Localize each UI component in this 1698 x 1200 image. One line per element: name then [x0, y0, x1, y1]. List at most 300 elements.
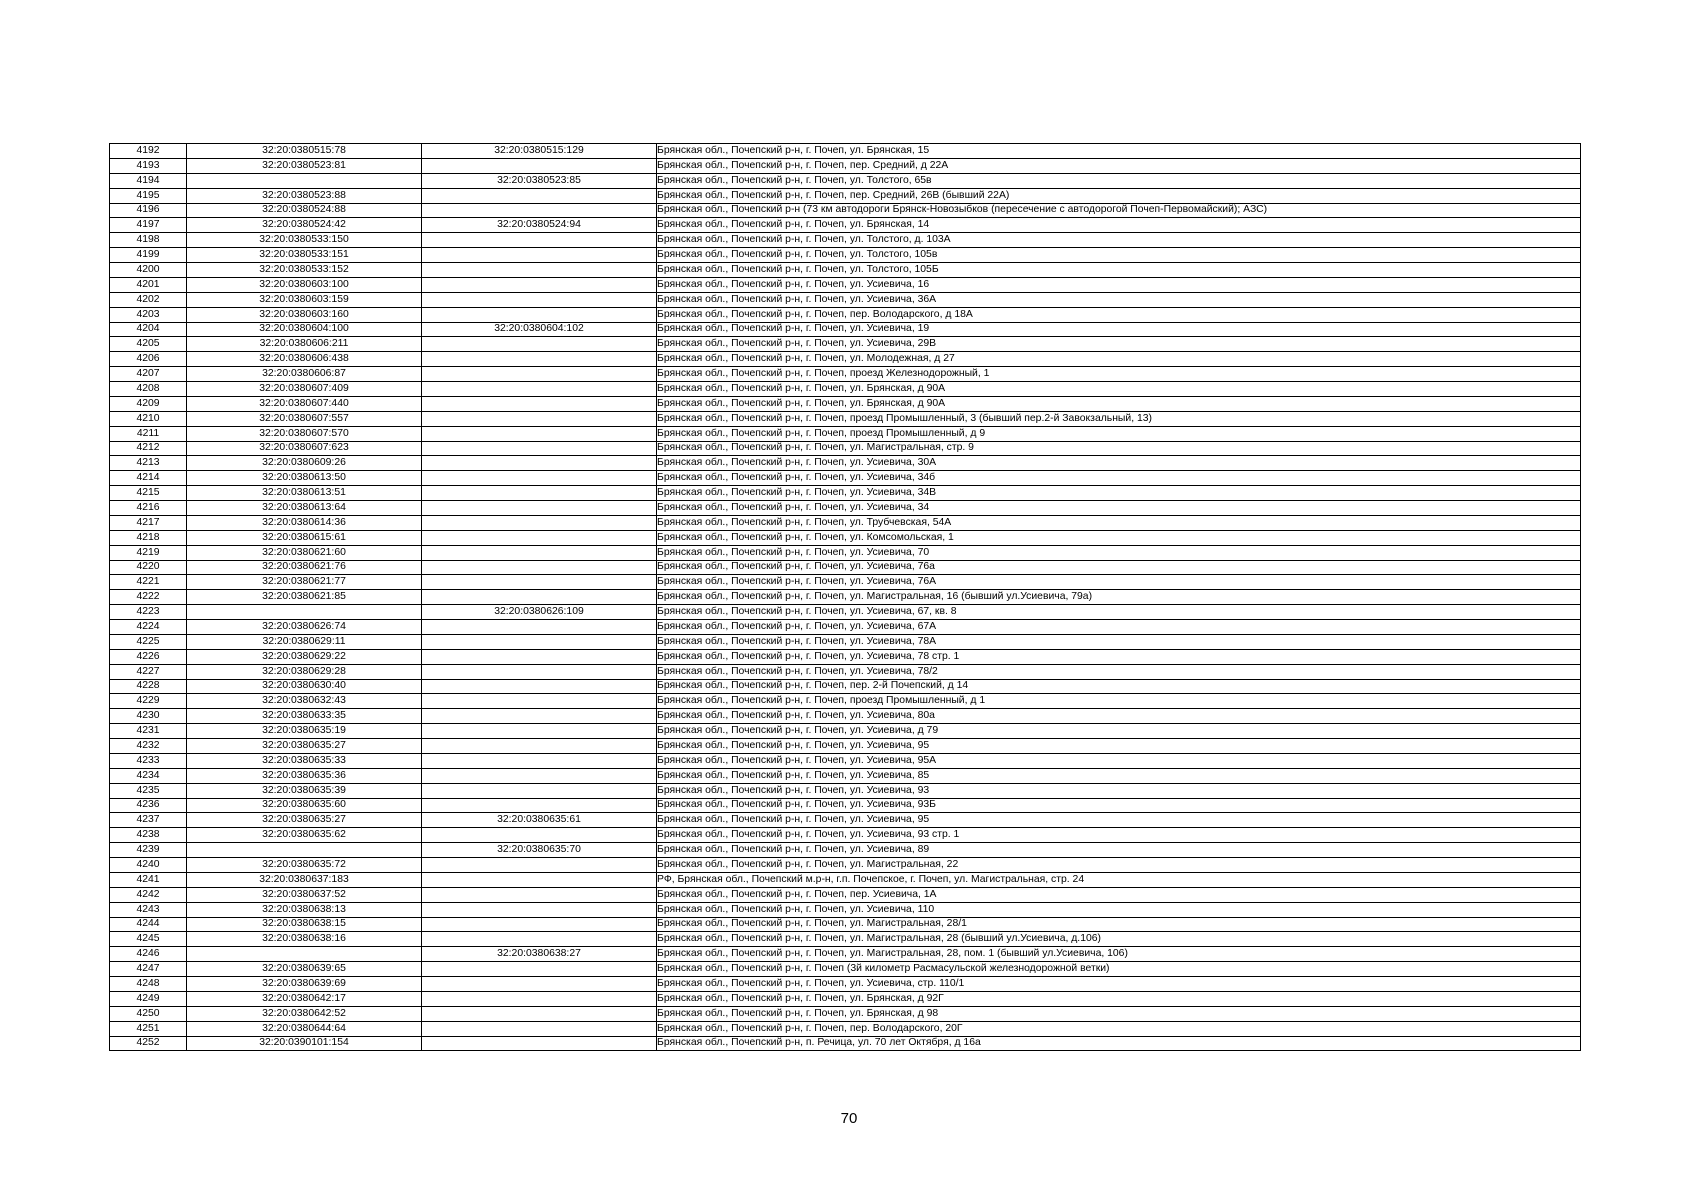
- cadastral-number-cell: 32:20:0380642:52: [187, 1006, 422, 1021]
- table-row: [110, 382, 1581, 397]
- address-cell: Брянская обл., Почепский р-н, г. Почеп (3й километр Расмасульской железнодорожной ветки): [657, 962, 1581, 977]
- cadastral-number-cell: 32:20:0380523:81: [187, 158, 422, 173]
- address-cell: Брянская обл., Почепский р-н, г. Почеп, ул. Усиевича, 95: [657, 813, 1581, 828]
- address-cell: Брянская обл., Почепский р-н, г. Почеп, ул. Усиевича, 76а: [657, 560, 1581, 575]
- row-number-cell: 4211: [110, 426, 187, 441]
- table-row: [110, 515, 1581, 530]
- cadastral-number-cell: 32:20:0380621:76: [187, 560, 422, 575]
- address-cell: Брянская обл., Почепский р-н, г. Почеп, пер. 2-й Почепский, д 14: [657, 679, 1581, 694]
- row-number-cell: 4245: [110, 932, 187, 947]
- cadastral-number-cell: 32:20:0380606:211: [187, 337, 422, 352]
- address-cell: Брянская обл., Почепский р-н, г. Почеп, ул. Магистральная, 22: [657, 858, 1581, 873]
- cadastral-number-cell: 32:20:0380639:69: [187, 977, 422, 992]
- building-cadastral-number-cell: [422, 263, 657, 278]
- cadastral-number-cell: 32:20:0380629:28: [187, 664, 422, 679]
- building-cadastral-number-cell: [422, 456, 657, 471]
- address-cell: Брянская обл., Почепский р-н, г. Почеп, ул. Толстого, 105Б: [657, 263, 1581, 278]
- building-cadastral-number-cell: [422, 798, 657, 813]
- address-cell: Брянская обл., Почепский р-н, г. Почеп, проезд Промышленный, д 1: [657, 694, 1581, 709]
- table-row: [110, 664, 1581, 679]
- row-number-cell: 4207: [110, 367, 187, 382]
- table-row: [110, 337, 1581, 352]
- row-number-cell: 4198: [110, 233, 187, 248]
- address-cell: Брянская обл., Почепский р-н, г. Почеп, ул. Усиевича, 78/2: [657, 664, 1581, 679]
- building-cadastral-number-cell: [422, 872, 657, 887]
- row-number-cell: 4235: [110, 783, 187, 798]
- address-cell: Брянская обл., Почепский р-н, г. Почеп, ул. Усиевича, 78А: [657, 634, 1581, 649]
- address-cell: Брянская обл., Почепский р-н, г. Почеп, ул. Усиевича, 36А: [657, 292, 1581, 307]
- row-number-cell: 4200: [110, 263, 187, 278]
- table-row: [110, 783, 1581, 798]
- table-row: [110, 530, 1581, 545]
- cadastral-number-cell: 32:20:0380635:36: [187, 768, 422, 783]
- building-cadastral-number-cell: 32:20:0380638:27: [422, 947, 657, 962]
- cadastral-number-cell: 32:20:0380642:17: [187, 991, 422, 1006]
- cadastral-number-cell: [187, 605, 422, 620]
- address-cell: Брянская обл., Почепский р-н, г. Почеп, ул. Магистральная, 28/1: [657, 917, 1581, 932]
- table-row: [110, 352, 1581, 367]
- address-cell: Брянская обл., Почепский р-н, г. Почеп, проезд Железнодорожный, 1: [657, 367, 1581, 382]
- table-row: [110, 649, 1581, 664]
- cadastral-number-cell: 32:20:0380604:100: [187, 322, 422, 337]
- address-cell: Брянская обл., Почепский р-н, г. Почеп, проезд Промышленный, 3 (бывший пер.2-й Завокзальный, 13): [657, 411, 1581, 426]
- building-cadastral-number-cell: [422, 530, 657, 545]
- row-number-cell: 4194: [110, 173, 187, 188]
- row-number-cell: 4231: [110, 724, 187, 739]
- row-number-cell: 4199: [110, 248, 187, 263]
- cadastral-number-cell: 32:20:0380606:87: [187, 367, 422, 382]
- address-cell: Брянская обл., Почепский р-н, г. Почеп, ул. Усиевича, 89: [657, 843, 1581, 858]
- cadastral-number-cell: 32:20:0380629:11: [187, 634, 422, 649]
- row-number-cell: 4238: [110, 828, 187, 843]
- cadastral-number-cell: 32:20:0380533:151: [187, 248, 422, 263]
- address-cell: Брянская обл., Почепский р-н, г. Почеп, ул. Усиевича, 67А: [657, 620, 1581, 635]
- table-row: [110, 277, 1581, 292]
- table-row: [110, 471, 1581, 486]
- cadastral-number-cell: 32:20:0380632:43: [187, 694, 422, 709]
- building-cadastral-number-cell: [422, 337, 657, 352]
- cadastral-number-cell: 32:20:0380635:72: [187, 858, 422, 873]
- cadastral-number-cell: 32:20:0380639:65: [187, 962, 422, 977]
- building-cadastral-number-cell: [422, 709, 657, 724]
- row-number-cell: 4248: [110, 977, 187, 992]
- table-row: [110, 828, 1581, 843]
- table-row: [110, 173, 1581, 188]
- table-row: [110, 753, 1581, 768]
- table-row: [110, 545, 1581, 560]
- building-cadastral-number-cell: [422, 560, 657, 575]
- address-cell: Брянская обл., Почепский р-н, г. Почеп, ул. Усиевича, 34: [657, 501, 1581, 516]
- cadastral-number-cell: 32:20:0380635:27: [187, 813, 422, 828]
- cadastral-number-cell: 32:20:0380629:22: [187, 649, 422, 664]
- address-cell: Брянская обл., Почепский р-н, г. Почеп, ул. Брянская, д 98: [657, 1006, 1581, 1021]
- row-number-cell: 4192: [110, 144, 187, 159]
- table-row: [110, 144, 1581, 159]
- address-cell: Брянская обл., Почепский р-н, г. Почеп, пер. Володарского, 20Г: [657, 1021, 1581, 1036]
- building-cadastral-number-cell: 32:20:0380523:85: [422, 173, 657, 188]
- cadastral-number-cell: 32:20:0380615:61: [187, 530, 422, 545]
- address-cell: Брянская обл., Почепский р-н, г. Почеп, ул. Толстого, д. 103А: [657, 233, 1581, 248]
- table-row: [110, 709, 1581, 724]
- table-row: [110, 248, 1581, 263]
- table-row: [110, 858, 1581, 873]
- cadastral-number-cell: 32:20:0380635:60: [187, 798, 422, 813]
- row-number-cell: 4214: [110, 471, 187, 486]
- building-cadastral-number-cell: [422, 367, 657, 382]
- cadastral-number-cell: [187, 947, 422, 962]
- table-row: [110, 426, 1581, 441]
- address-cell: Брянская обл., Почепский р-н, г. Почеп, пер. Средний, д 22А: [657, 158, 1581, 173]
- cadastral-number-cell: 32:20:0380607:409: [187, 382, 422, 397]
- table-row: [110, 1021, 1581, 1036]
- building-cadastral-number-cell: 32:20:0380635:61: [422, 813, 657, 828]
- building-cadastral-number-cell: [422, 471, 657, 486]
- cadastral-number-cell: 32:20:0380533:152: [187, 263, 422, 278]
- table-row: [110, 322, 1581, 337]
- table-row: [110, 917, 1581, 932]
- building-cadastral-number-cell: [422, 203, 657, 218]
- row-number-cell: 4196: [110, 203, 187, 218]
- address-cell: Брянская обл., Почепский р-н, г. Почеп, ул. Усиевича, 110: [657, 902, 1581, 917]
- address-cell: Брянская обл., Почепский р-н, г. Почеп, ул. Усиевича, 19: [657, 322, 1581, 337]
- table-row: [110, 158, 1581, 173]
- building-cadastral-number-cell: [422, 962, 657, 977]
- building-cadastral-number-cell: [422, 932, 657, 947]
- building-cadastral-number-cell: [422, 634, 657, 649]
- table-row: [110, 203, 1581, 218]
- table-row: [110, 1036, 1581, 1051]
- row-number-cell: 4216: [110, 501, 187, 516]
- cadastral-number-cell: 32:20:0380613:50: [187, 471, 422, 486]
- row-number-cell: 4203: [110, 307, 187, 322]
- building-cadastral-number-cell: 32:20:0380604:102: [422, 322, 657, 337]
- cadastral-number-cell: [187, 843, 422, 858]
- cadastral-number-cell: 32:20:0380614:36: [187, 515, 422, 530]
- address-cell: Брянская обл., Почепский р-н, г. Почеп, ул. Усиевича, 93 стр. 1: [657, 828, 1581, 843]
- building-cadastral-number-cell: [422, 590, 657, 605]
- table-row: [110, 679, 1581, 694]
- cadastral-number-cell: 32:20:0380630:40: [187, 679, 422, 694]
- cadastral-number-cell: 32:20:0380607:570: [187, 426, 422, 441]
- cadastral-number-cell: 32:20:0380607:557: [187, 411, 422, 426]
- table-row: [110, 263, 1581, 278]
- row-number-cell: 4232: [110, 739, 187, 754]
- row-number-cell: 4233: [110, 753, 187, 768]
- building-cadastral-number-cell: [422, 679, 657, 694]
- address-cell: Брянская обл., Почепский р-н, г. Почеп, ул. Толстого, 65в: [657, 173, 1581, 188]
- table-row: [110, 798, 1581, 813]
- address-cell: Брянская обл., Почепский р-н, г. Почеп, проезд Промышленный, д 9: [657, 426, 1581, 441]
- table-row: [110, 233, 1581, 248]
- building-cadastral-number-cell: [422, 991, 657, 1006]
- table-row: [110, 1006, 1581, 1021]
- building-cadastral-number-cell: [422, 307, 657, 322]
- address-cell: Брянская обл., Почепский р-н, г. Почеп, ул. Брянская, д 90А: [657, 396, 1581, 411]
- cadastral-number-cell: 32:20:0380621:85: [187, 590, 422, 605]
- cadastral-number-cell: 32:20:0380613:64: [187, 501, 422, 516]
- building-cadastral-number-cell: [422, 396, 657, 411]
- address-cell: Брянская обл., Почепский р-н, г. Почеп, ул. Усиевича, 80а: [657, 709, 1581, 724]
- row-number-cell: 4218: [110, 530, 187, 545]
- address-cell: Брянская обл., Почепский р-н, г. Почеп, ул. Усиевича, 85: [657, 768, 1581, 783]
- address-cell: Брянская обл., Почепский р-н, г. Почеп, ул. Трубчевская, 54А: [657, 515, 1581, 530]
- building-cadastral-number-cell: [422, 783, 657, 798]
- address-cell: Брянская обл., Почепский р-н, г. Почеп, ул. Магистральная, 28, пом. 1 (бывший ул.Усиевича, 106): [657, 947, 1581, 962]
- table-row: [110, 947, 1581, 962]
- table-row: [110, 991, 1581, 1006]
- cadastral-number-cell: 32:20:0380607:440: [187, 396, 422, 411]
- building-cadastral-number-cell: [422, 292, 657, 307]
- cadastral-number-cell: 32:20:0380637:183: [187, 872, 422, 887]
- table-row: [110, 501, 1581, 516]
- address-cell: Брянская обл., Почепский р-н, г. Почеп, ул. Магистральная, 28 (бывший ул.Усиевича, д.106): [657, 932, 1581, 947]
- cadastral-number-cell: 32:20:0380606:438: [187, 352, 422, 367]
- table-row: [110, 724, 1581, 739]
- row-number-cell: 4240: [110, 858, 187, 873]
- building-cadastral-number-cell: [422, 694, 657, 709]
- building-cadastral-number-cell: [422, 768, 657, 783]
- building-cadastral-number-cell: [422, 575, 657, 590]
- address-cell: Брянская обл., Почепский р-н, г. Почеп, ул. Усиевича, 76А: [657, 575, 1581, 590]
- address-cell: Брянская обл., Почепский р-н (73 км автодороги Брянск-Новозыбков (пересечение с автодорогой Почеп-Первомайский); АЗС): [657, 203, 1581, 218]
- row-number-cell: 4221: [110, 575, 187, 590]
- table-row: [110, 872, 1581, 887]
- address-cell: Брянская обл., Почепский р-н, г. Почеп, ул. Усиевича, 70: [657, 545, 1581, 560]
- address-cell: Брянская обл., Почепский р-н, г. Почеп, ул. Усиевича, 29В: [657, 337, 1581, 352]
- table-row: [110, 902, 1581, 917]
- address-cell: Брянская обл., Почепский р-н, г. Почеп, ул. Брянская, д 90А: [657, 382, 1581, 397]
- cadastral-number-cell: 32:20:0380635:27: [187, 739, 422, 754]
- table-row: [110, 367, 1581, 382]
- cadastral-number-cell: 32:20:0380633:35: [187, 709, 422, 724]
- row-number-cell: 4206: [110, 352, 187, 367]
- row-number-cell: 4210: [110, 411, 187, 426]
- cadastral-number-cell: 32:20:0380524:88: [187, 203, 422, 218]
- row-number-cell: 4251: [110, 1021, 187, 1036]
- address-cell: Брянская обл., Почепский р-н, г. Почеп, ул. Усиевича, 78 стр. 1: [657, 649, 1581, 664]
- address-cell: Брянская обл., Почепский р-н, г. Почеп, ул. Усиевича, 93Б: [657, 798, 1581, 813]
- row-number-cell: 4197: [110, 218, 187, 233]
- building-cadastral-number-cell: [422, 902, 657, 917]
- table-row: [110, 962, 1581, 977]
- cadastral-number-cell: 32:20:0380607:623: [187, 441, 422, 456]
- table-row: [110, 486, 1581, 501]
- address-cell: Брянская обл., Почепский р-н, г. Почеп, ул. Комсомольская, 1: [657, 530, 1581, 545]
- cadastral-number-cell: 32:20:0380637:52: [187, 887, 422, 902]
- building-cadastral-number-cell: [422, 352, 657, 367]
- row-number-cell: 4224: [110, 620, 187, 635]
- address-cell: Брянская обл., Почепский р-н, г. Почеп, ул. Усиевича, стр. 110/1: [657, 977, 1581, 992]
- cadastral-number-cell: 32:20:0380644:64: [187, 1021, 422, 1036]
- address-cell: Брянская обл., Почепский р-н, г. Почеп, пер. Средний, 26В (бывший 22А): [657, 188, 1581, 203]
- building-cadastral-number-cell: [422, 917, 657, 932]
- address-cell: Брянская обл., Почепский р-н, г. Почеп, ул. Молодежная, д 27: [657, 352, 1581, 367]
- table-row: [110, 977, 1581, 992]
- table-row: [110, 634, 1581, 649]
- row-number-cell: 4204: [110, 322, 187, 337]
- building-cadastral-number-cell: [422, 515, 657, 530]
- address-cell: Брянская обл., Почепский р-н, г. Почеп, ул. Усиевича, 95А: [657, 753, 1581, 768]
- building-cadastral-number-cell: [422, 753, 657, 768]
- building-cadastral-number-cell: [422, 664, 657, 679]
- row-number-cell: 4209: [110, 396, 187, 411]
- cadastral-number-cell: 32:20:0380524:42: [187, 218, 422, 233]
- address-cell: РФ, Брянская обл., Почепский м.р-н, г.п. Почепское, г. Почеп, ул. Магистральная, стр. 24: [657, 872, 1581, 887]
- table-row: [110, 307, 1581, 322]
- cadastral-number-cell: 32:20:0380621:77: [187, 575, 422, 590]
- building-cadastral-number-cell: [422, 486, 657, 501]
- address-cell: Брянская обл., Почепский р-н, г. Почеп, ул. Усиевича, 95: [657, 739, 1581, 754]
- address-cell: Брянская обл., Почепский р-н, г. Почеп, ул. Брянская, 15: [657, 144, 1581, 159]
- address-cell: Брянская обл., Почепский р-н, г. Почеп, ул. Магистральная, 16 (бывший ул.Усиевича, 79а): [657, 590, 1581, 605]
- cadastral-number-cell: 32:20:0380635:62: [187, 828, 422, 843]
- row-number-cell: 4243: [110, 902, 187, 917]
- row-number-cell: 4234: [110, 768, 187, 783]
- row-number-cell: 4226: [110, 649, 187, 664]
- building-cadastral-number-cell: [422, 158, 657, 173]
- table-row: [110, 396, 1581, 411]
- row-number-cell: 4220: [110, 560, 187, 575]
- table-row: [110, 739, 1581, 754]
- address-cell: Брянская обл., Почепский р-н, г. Почеп, пер. Усиевича, 1А: [657, 887, 1581, 902]
- row-number-cell: 4223: [110, 605, 187, 620]
- building-cadastral-number-cell: [422, 411, 657, 426]
- row-number-cell: 4195: [110, 188, 187, 203]
- address-cell: Брянская обл., Почепский р-н, г. Почеп, пер. Володарского, д 18А: [657, 307, 1581, 322]
- address-cell: Брянская обл., Почепский р-н, г. Почеп, ул. Усиевича, 67, кв. 8: [657, 605, 1581, 620]
- row-number-cell: 4227: [110, 664, 187, 679]
- row-number-cell: 4213: [110, 456, 187, 471]
- row-number-cell: 4249: [110, 991, 187, 1006]
- row-number-cell: 4229: [110, 694, 187, 709]
- building-cadastral-number-cell: [422, 724, 657, 739]
- cadastral-number-cell: 32:20:0380638:15: [187, 917, 422, 932]
- table-row: [110, 441, 1581, 456]
- address-cell: Брянская обл., Почепский р-н, г. Почеп, ул. Усиевича, 34б: [657, 471, 1581, 486]
- table-row: [110, 560, 1581, 575]
- cadastral-number-cell: 32:20:0380603:159: [187, 292, 422, 307]
- cadastral-number-cell: 32:20:0380638:16: [187, 932, 422, 947]
- address-cell: Брянская обл., Почепский р-н, г. Почеп, ул. Усиевича, 34В: [657, 486, 1581, 501]
- building-cadastral-number-cell: [422, 620, 657, 635]
- row-number-cell: 4222: [110, 590, 187, 605]
- building-cadastral-number-cell: [422, 501, 657, 516]
- table-row: [110, 843, 1581, 858]
- table-row: [110, 620, 1581, 635]
- table-row: [110, 292, 1581, 307]
- row-number-cell: 4247: [110, 962, 187, 977]
- row-number-cell: 4236: [110, 798, 187, 813]
- table-row: [110, 411, 1581, 426]
- building-cadastral-number-cell: [422, 649, 657, 664]
- cadastral-number-cell: 32:20:0380635:19: [187, 724, 422, 739]
- building-cadastral-number-cell: [422, 887, 657, 902]
- address-cell: Брянская обл., Почепский р-н, г. Почеп, ул. Усиевича, 93: [657, 783, 1581, 798]
- cadastral-number-cell: 32:20:0380603:100: [187, 277, 422, 292]
- cadastral-number-cell: 32:20:0380523:88: [187, 188, 422, 203]
- table-row: [110, 575, 1581, 590]
- table-row: [110, 218, 1581, 233]
- building-cadastral-number-cell: [422, 188, 657, 203]
- cadastral-number-cell: 32:20:0390101:154: [187, 1036, 422, 1051]
- building-cadastral-number-cell: [422, 441, 657, 456]
- address-cell: Брянская обл., Почепский р-н, г. Почеп, ул. Усиевича, 16: [657, 277, 1581, 292]
- building-cadastral-number-cell: [422, 233, 657, 248]
- cadastral-number-cell: 32:20:0380635:33: [187, 753, 422, 768]
- row-number-cell: 4242: [110, 887, 187, 902]
- cadastral-number-cell: 32:20:0380635:39: [187, 783, 422, 798]
- building-cadastral-number-cell: [422, 858, 657, 873]
- building-cadastral-number-cell: [422, 382, 657, 397]
- row-number-cell: 4201: [110, 277, 187, 292]
- cadastral-number-cell: 32:20:0380626:74: [187, 620, 422, 635]
- cadastral-number-cell: 32:20:0380603:160: [187, 307, 422, 322]
- cadastral-number-cell: 32:20:0380621:60: [187, 545, 422, 560]
- building-cadastral-number-cell: [422, 828, 657, 843]
- table-row: [110, 694, 1581, 709]
- building-cadastral-number-cell: [422, 426, 657, 441]
- cadastral-number-cell: 32:20:0380515:78: [187, 144, 422, 159]
- row-number-cell: 4205: [110, 337, 187, 352]
- row-number-cell: 4219: [110, 545, 187, 560]
- building-cadastral-number-cell: 32:20:0380515:129: [422, 144, 657, 159]
- page-number: 70: [840, 1110, 858, 1127]
- row-number-cell: 4246: [110, 947, 187, 962]
- building-cadastral-number-cell: 32:20:0380626:109: [422, 605, 657, 620]
- cadastral-number-cell: 32:20:0380613:51: [187, 486, 422, 501]
- row-number-cell: 4230: [110, 709, 187, 724]
- building-cadastral-number-cell: [422, 248, 657, 263]
- row-number-cell: 4237: [110, 813, 187, 828]
- row-number-cell: 4241: [110, 872, 187, 887]
- table-row: [110, 188, 1581, 203]
- building-cadastral-number-cell: [422, 1036, 657, 1051]
- table-row: [110, 932, 1581, 947]
- building-cadastral-number-cell: 32:20:0380524:94: [422, 218, 657, 233]
- cadastral-number-cell: 32:20:0380638:13: [187, 902, 422, 917]
- address-cell: Брянская обл., Почепский р-н, г. Почеп, ул. Усиевича, д 79: [657, 724, 1581, 739]
- table-row: [110, 813, 1581, 828]
- cadastral-number-cell: 32:20:0380533:150: [187, 233, 422, 248]
- address-cell: Брянская обл., Почепский р-н, г. Почеп, ул. Магистральная, стр. 9: [657, 441, 1581, 456]
- row-number-cell: 4193: [110, 158, 187, 173]
- cadastral-number-cell: [187, 173, 422, 188]
- table-row: [110, 605, 1581, 620]
- address-cell: Брянская обл., Почепский р-н, г. Почеп, ул. Брянская, д 92Г: [657, 991, 1581, 1006]
- row-number-cell: 4239: [110, 843, 187, 858]
- row-number-cell: 4250: [110, 1006, 187, 1021]
- building-cadastral-number-cell: 32:20:0380635:70: [422, 843, 657, 858]
- row-number-cell: 4225: [110, 634, 187, 649]
- table-row: [110, 887, 1581, 902]
- row-number-cell: 4212: [110, 441, 187, 456]
- row-number-cell: 4215: [110, 486, 187, 501]
- row-number-cell: 4208: [110, 382, 187, 397]
- row-number-cell: 4244: [110, 917, 187, 932]
- registry-table-body: [110, 144, 1581, 1051]
- row-number-cell: 4228: [110, 679, 187, 694]
- building-cadastral-number-cell: [422, 1021, 657, 1036]
- row-number-cell: 4252: [110, 1036, 187, 1051]
- address-cell: Брянская обл., Почепский р-н, г. Почеп, ул. Усиевича, 30А: [657, 456, 1581, 471]
- building-cadastral-number-cell: [422, 545, 657, 560]
- building-cadastral-number-cell: [422, 739, 657, 754]
- table-row: [110, 590, 1581, 605]
- property-registry-table: [109, 143, 1581, 1051]
- row-number-cell: 4202: [110, 292, 187, 307]
- building-cadastral-number-cell: [422, 977, 657, 992]
- building-cadastral-number-cell: [422, 1006, 657, 1021]
